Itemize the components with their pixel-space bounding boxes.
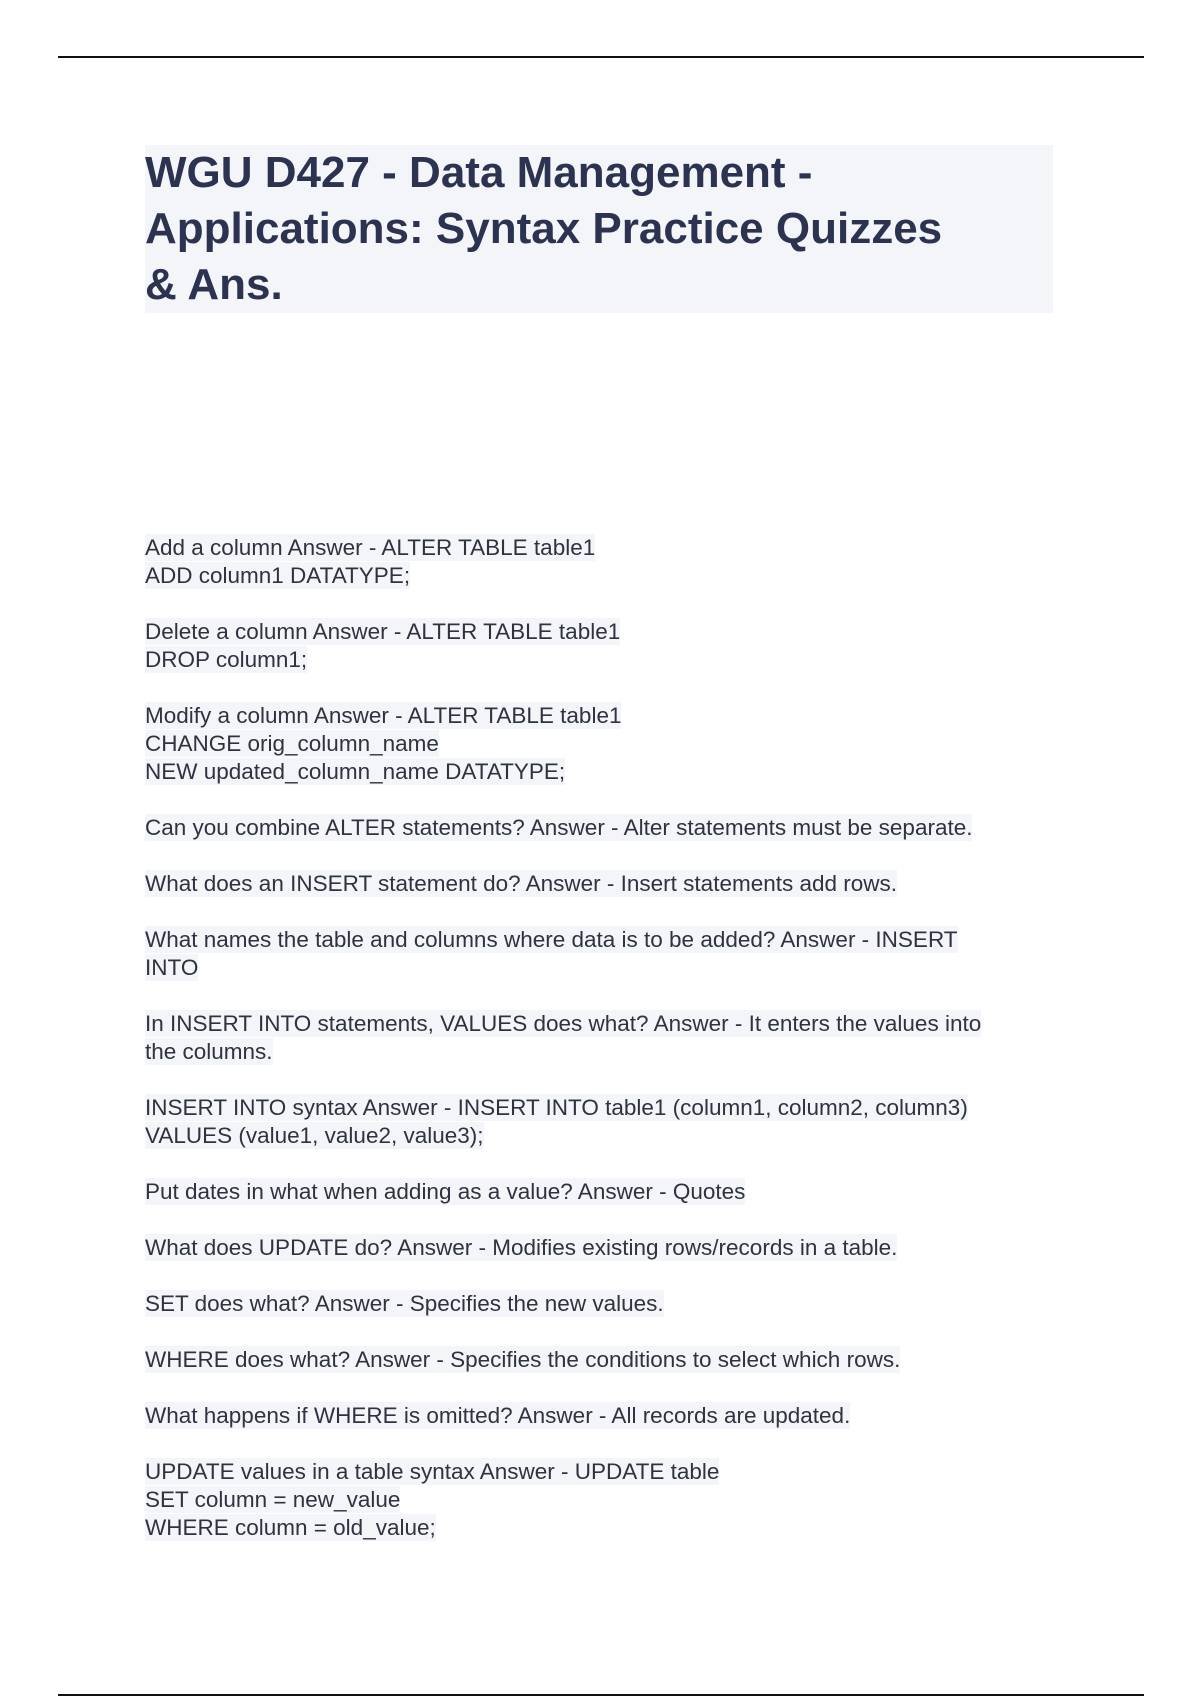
- qa-item-text: Can you combine ALTER statements? Answer - Alter statements must be separate.: [145, 815, 973, 840]
- qa-item-text: INSERT INTO syntax Answer - INSERT INTO table1 (column1, column2, column3) VALUES (value1, value2, value3);: [145, 1095, 968, 1148]
- qa-item: [145, 870, 1065, 898]
- bottom-rule: [58, 1694, 1144, 1696]
- qa-item-text: What happens if WHERE is omitted? Answer - All records are updated.: [145, 1403, 851, 1428]
- qa-item-text: WHERE does what? Answer - Specifies the conditions to select which rows.: [145, 1347, 901, 1372]
- qa-item-text: Add a column Answer - ALTER TABLE table1 ADD column1 DATATYPE;: [145, 535, 596, 588]
- qa-item: [145, 1402, 1065, 1430]
- document-title: WGU D427 - Data Management - Applications: Syntax Practice Quizzes & Ans.: [145, 148, 943, 309]
- qa-item-text: UPDATE values in a table syntax Answer - UPDATE table SET column = new_value WHERE column = old_value;: [145, 1459, 720, 1540]
- qa-item: [145, 618, 1065, 674]
- qa-item: [145, 1234, 1065, 1262]
- qa-item-text: What does an INSERT statement do? Answer - Insert statements add rows.: [145, 871, 898, 896]
- qa-item: [145, 702, 1065, 786]
- qa-item-text: Put dates in what when adding as a value? Answer - Quotes: [145, 1179, 746, 1204]
- qa-item-text: What names the table and columns where data is to be added? Answer - INSERT INTO: [145, 927, 958, 980]
- qa-item: [145, 1094, 1065, 1150]
- top-rule: [58, 56, 1144, 58]
- qa-item: [145, 1178, 1065, 1206]
- qa-item: [145, 534, 1065, 590]
- qa-item: [145, 1346, 1065, 1374]
- qa-item-text: What does UPDATE do? Answer - Modifies existing rows/records in a table.: [145, 1235, 898, 1260]
- qa-item: [145, 926, 1065, 982]
- qa-item-text: In INSERT INTO statements, VALUES does what? Answer - It enters the values into the columns.: [145, 1011, 982, 1064]
- qa-item: [145, 814, 1065, 842]
- qa-item-text: SET does what? Answer - Specifies the new values.: [145, 1291, 664, 1316]
- qa-list: [145, 534, 1065, 1570]
- qa-item-text: Delete a column Answer - ALTER TABLE table1 DROP column1;: [145, 619, 621, 672]
- qa-item: [145, 1010, 1065, 1066]
- qa-item-text: Modify a column Answer - ALTER TABLE table1 CHANGE orig_column_name NEW updated_column_name DATATYPE;: [145, 703, 622, 784]
- qa-item: [145, 1458, 1065, 1542]
- title-block: [145, 145, 1053, 313]
- qa-item: [145, 1290, 1065, 1318]
